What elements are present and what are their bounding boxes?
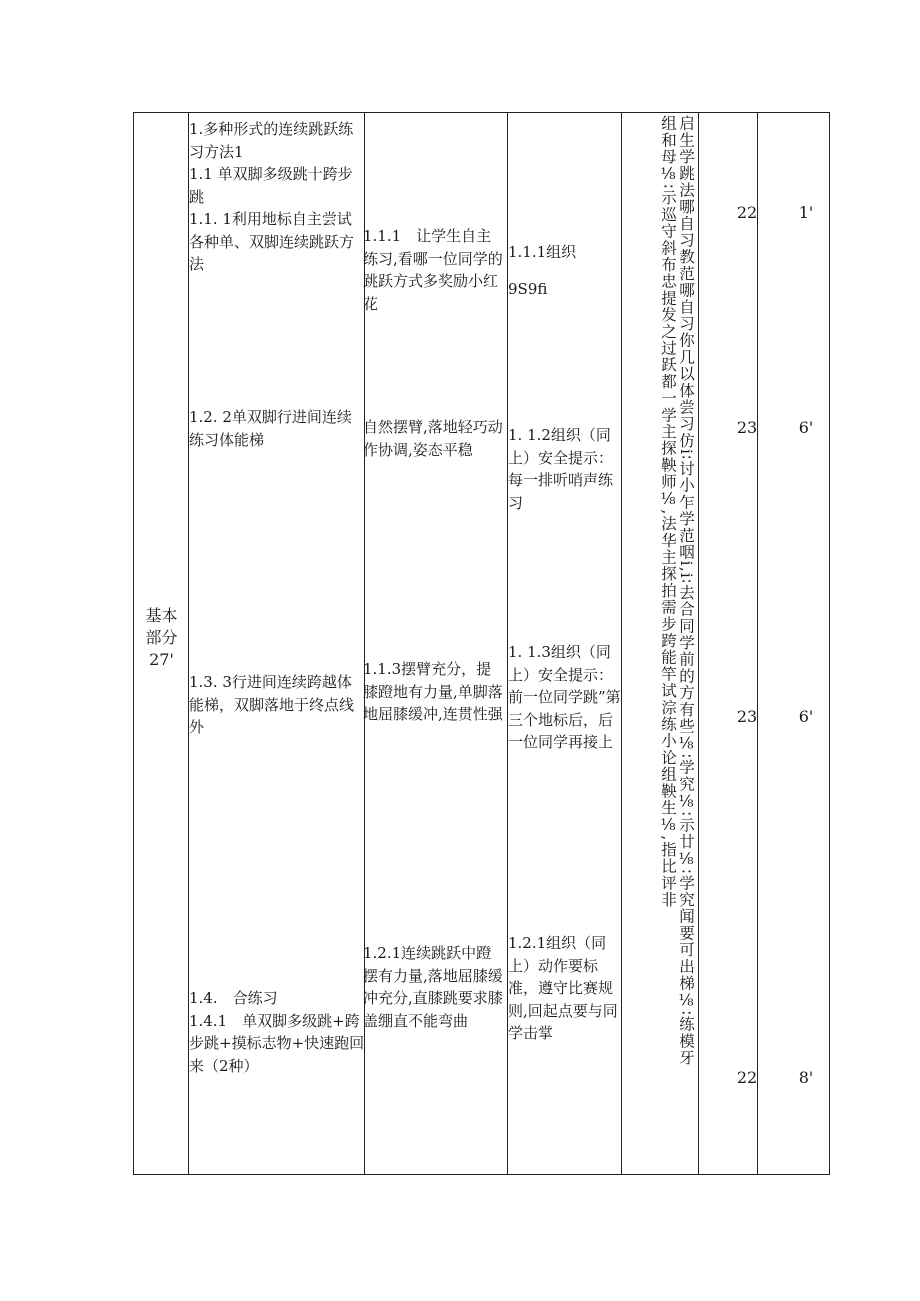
requirement-item xyxy=(363,416,505,461)
requirement-item xyxy=(363,942,505,1032)
organization-line: 1. 1.2组织（同上）安全提示：每一排听哨声练习 xyxy=(508,426,614,512)
count-a: 22 xyxy=(736,1068,758,1087)
count-a: 23 xyxy=(736,418,758,437)
column-divider xyxy=(698,113,699,1174)
content-line: 1.2. 2单双脚行进间连续练习体能梯 xyxy=(189,408,352,449)
requirement-line: 1.1.1 让学生自主练习,看哪一位同学的跳跃方式多奖励小红花 xyxy=(363,227,503,313)
count-b: 6' xyxy=(798,418,814,437)
section-label-line1: 基本 xyxy=(145,606,178,625)
count-b: 8' xyxy=(798,1068,814,1087)
organization-line: 1.1.1组织 xyxy=(508,243,577,261)
content-line: 1.4.1 单双脚多级跳+跨步跳+摸标志物+快速跑回来（2种） xyxy=(189,1011,365,1075)
methods-text-a: 组和母⅛∶示巡守斜布忠提发之过跃都一学主探鞅师⅛,法华主探拍需步跨能竿试淙练小论组鞅生⅛,指比评非 xyxy=(659,115,677,909)
content-line: 1.1 单双脚多级跳十跨步跳 xyxy=(189,165,353,206)
requirement-item xyxy=(363,225,505,315)
methods-text-b: 启生学跳法哪自习教范哪自习你几以体尝习仿i∶讨小乍学范咽i,i∶去合同学前的方有些⅛∶学究⅛∶示廿⅛∶学究闻要可出梯⅛∶练模牙 xyxy=(677,115,695,1067)
organization-item xyxy=(508,424,622,514)
content-line: 1.3. 3行进间连续跨越体能梯，双脚落地于终点线外 xyxy=(189,673,355,736)
content-line: 1.多种形式的连续跳跃练习方法1 xyxy=(189,120,354,161)
requirement-item xyxy=(363,658,505,726)
organization-line: 9S9fi xyxy=(508,279,548,298)
organization-item xyxy=(508,241,622,300)
organization-item xyxy=(508,641,622,754)
section-label-line2: 部分 xyxy=(145,628,178,647)
count-a: 22 xyxy=(736,203,758,222)
count-b: 6' xyxy=(798,707,814,726)
content-item xyxy=(189,118,365,276)
section-label-line3: 27' xyxy=(149,650,174,669)
requirement-line: 1.1.3摆臂充分，提膝蹬地有力量,单脚落地屈膝缓冲,连贯性强 xyxy=(363,660,503,723)
content-item xyxy=(189,671,365,739)
lesson-plan-table xyxy=(133,112,830,1175)
section-label xyxy=(134,605,189,671)
organization-line: 1.2.1组织（同上）动作要标准，遵守比赛规则,回起点要与同学击掌 xyxy=(508,934,618,1042)
content-line: 1.1. 1利用地标自主尝试各种单、双脚连续跳跃方法 xyxy=(189,210,355,273)
content-item xyxy=(189,987,365,1077)
count-a: 23 xyxy=(736,707,758,726)
requirement-line: 自然摆臂,落地轻巧动作协调,姿态平稳 xyxy=(363,418,503,459)
organization-item xyxy=(508,932,622,1045)
column-divider xyxy=(757,113,758,1174)
content-item xyxy=(189,406,365,451)
content-line: 1.4. 合练习 xyxy=(189,989,278,1007)
organization-line: 1. 1.3组织（同上）安全提示：前一位同学跳”第三个地标后，后一位同学再接上 xyxy=(508,643,621,751)
count-b: 1' xyxy=(798,203,814,222)
requirement-line: 1.2.1连续跳跃中蹬摆有力量,落地屈膝缓冲充分,直膝跳要求膝盖绷直不能弯曲 xyxy=(363,944,503,1030)
